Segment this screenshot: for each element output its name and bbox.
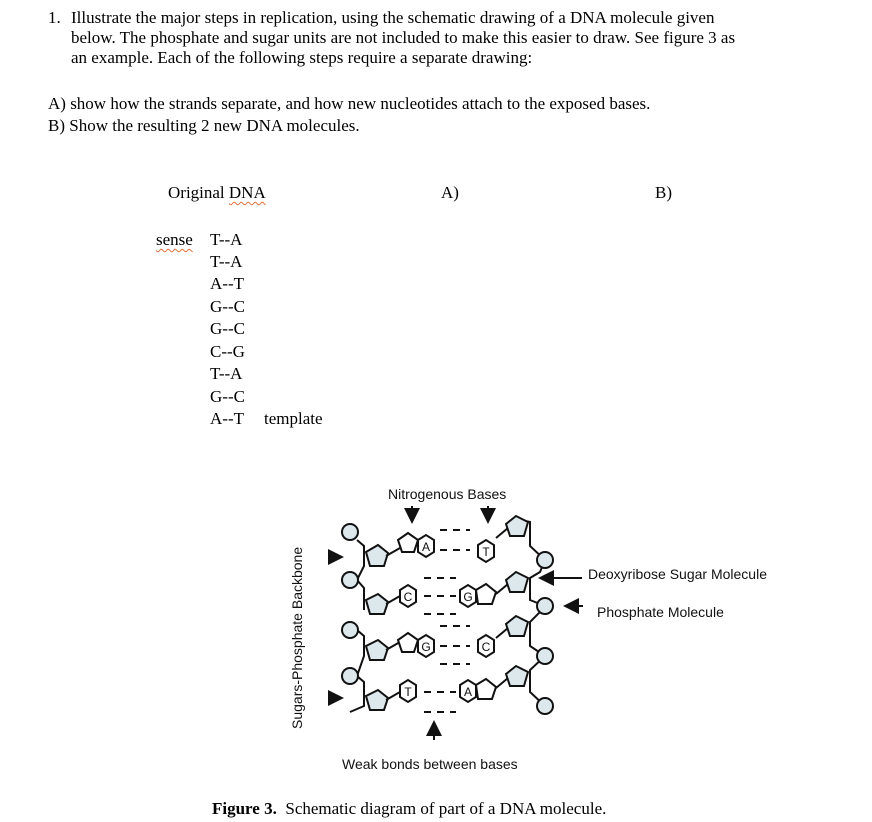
phosphate-icon xyxy=(537,552,553,568)
question-number: 1. xyxy=(48,8,61,27)
base-pair-8: G--C xyxy=(210,387,245,406)
base-letter-G: G xyxy=(421,640,431,654)
base-pair-3: A--T xyxy=(210,274,244,293)
base-pair-9: A--T xyxy=(210,409,244,428)
original-label-prefix: Original xyxy=(168,183,229,202)
base-letter-T: T xyxy=(404,685,412,699)
template-label: template xyxy=(264,409,323,428)
base-pair-5: G--C xyxy=(210,319,245,338)
figure-caption-text: Schematic diagram of part of a DNA molecule. xyxy=(276,799,607,818)
base-letter-C: C xyxy=(403,590,413,604)
deoxyribose-sugar-icon xyxy=(506,572,528,592)
phosphate-icon xyxy=(342,622,358,638)
phosphate-icon xyxy=(342,524,358,540)
phosphate-icon xyxy=(537,698,553,714)
base-pair-6: C--G xyxy=(210,342,245,361)
phosphate-icon xyxy=(537,598,553,614)
base-pair-2: T--A xyxy=(210,252,243,271)
deoxyribose-sugar-icon xyxy=(506,616,528,636)
step-b-instruction: B) Show the resulting 2 new DNA molecules. xyxy=(48,116,360,135)
backbone-label: Sugars-Phosphate Backbone xyxy=(289,546,305,729)
phosphate-icon xyxy=(342,668,358,684)
deoxyribose-sugar-icon xyxy=(366,640,388,660)
base-pair-1: T--A xyxy=(210,230,243,249)
figure-caption xyxy=(212,799,606,819)
question-line-1: Illustrate the major steps in replication, using the schematic drawing of a DNA molecule given xyxy=(71,8,715,27)
deoxyribose-sugar-icon xyxy=(366,594,388,614)
deoxyribose-sugar-icon xyxy=(506,666,528,686)
figure-caption-number: Figure 3. xyxy=(212,799,277,818)
deoxyribose-sugar-icon xyxy=(366,690,388,710)
phosphate-molecule-label: Phosphate Molecule xyxy=(597,604,724,620)
column-b-heading: B) xyxy=(655,183,672,202)
base-pair-4: G--C xyxy=(210,297,245,316)
base-pair-7: T--A xyxy=(210,364,243,383)
spellcheck-flagged-word: DNA xyxy=(228,183,266,202)
question-line-3: an example. Each of the following steps require a separate drawing: xyxy=(71,48,533,67)
phosphate-icon xyxy=(342,572,358,588)
base-letter-T: T xyxy=(482,545,490,559)
deoxyribose-sugar-icon xyxy=(366,545,388,566)
deoxyribose-sugar-label: Deoxyribose Sugar Molecule xyxy=(588,566,767,582)
deoxyribose-sugar-icon xyxy=(506,516,528,536)
question-line-2: below. The phosphate and sugar units are not included to make this easier to draw. See figure 3 as xyxy=(71,28,736,47)
weak-bonds-label: Weak bonds between bases xyxy=(342,756,518,772)
sense-label: sense xyxy=(156,230,193,249)
base-letter-G: G xyxy=(463,590,473,604)
step-a-instruction: A) show how the strands separate, and how new nucleotides attach to the exposed bases. xyxy=(48,94,651,113)
nitrogenous-bases-label: Nitrogenous Bases xyxy=(388,486,507,502)
base-letter-C: C xyxy=(481,640,491,654)
phosphate-icon xyxy=(537,648,553,664)
base-letter-A: A xyxy=(463,685,473,699)
column-a-heading: A) xyxy=(441,183,459,202)
base-letter-A: A xyxy=(421,540,431,554)
